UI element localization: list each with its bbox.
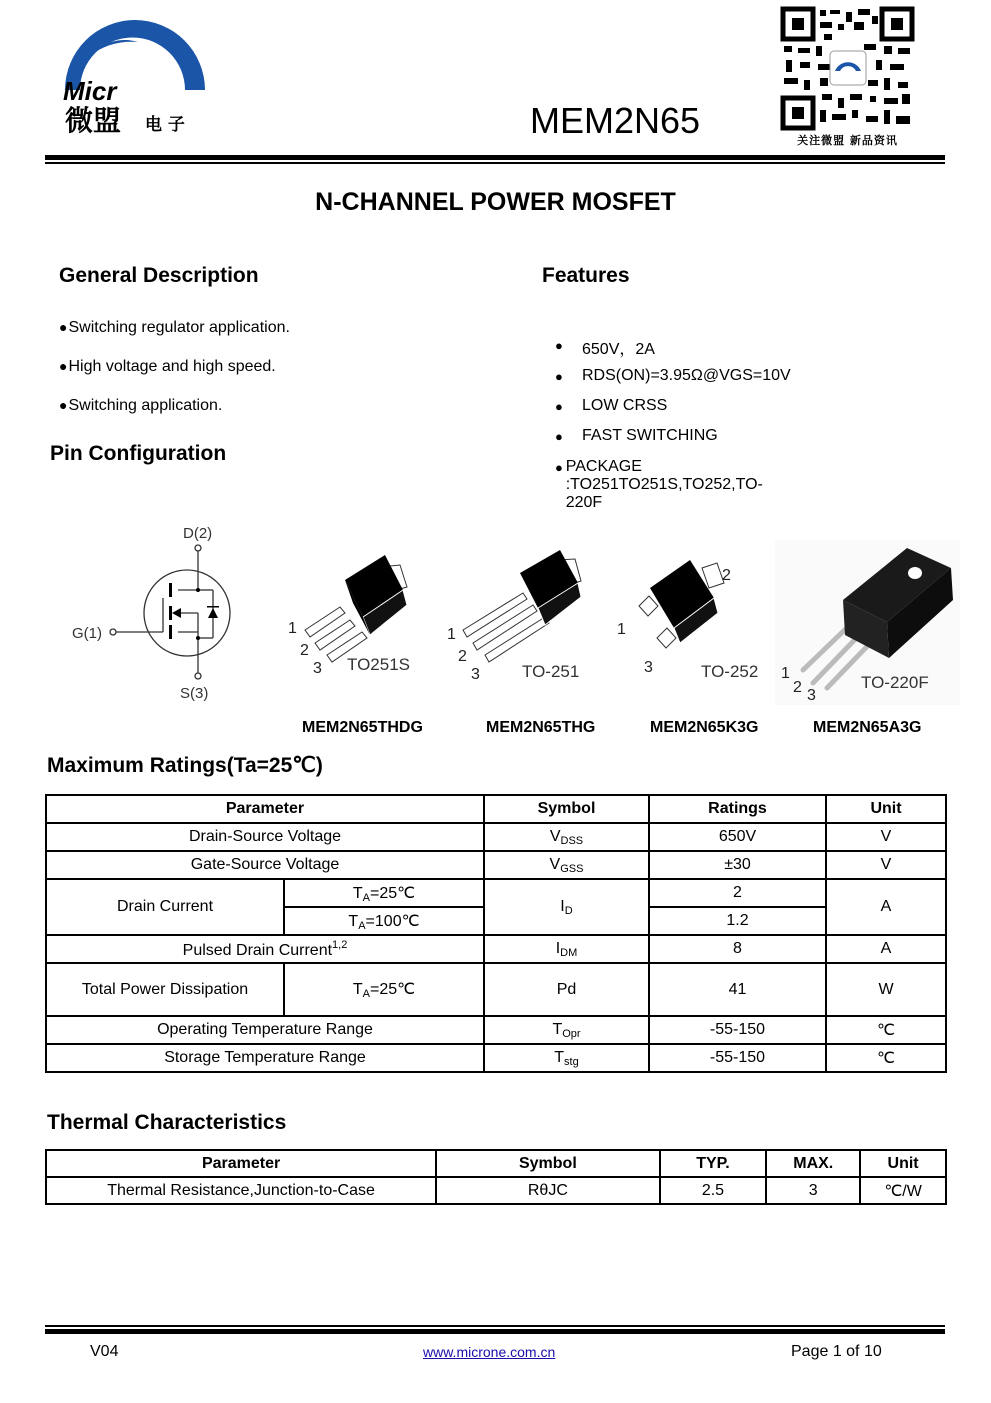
- svg-text:S(3): S(3): [180, 685, 209, 702]
- package-to251s-image: [285, 545, 425, 685]
- list-item: ● 650V，2A: [555, 336, 791, 367]
- package-to252-image: [612, 548, 762, 688]
- qr-caption: 关注微盟 新品资讯: [797, 134, 898, 147]
- svg-text:3: 3: [644, 659, 653, 676]
- svg-text:2: 2: [793, 679, 802, 696]
- package-part-number: MEM2N65K3G: [650, 719, 759, 736]
- svg-text:3: 3: [313, 660, 322, 677]
- svg-text:微盟: 微盟: [65, 104, 122, 137]
- pin-configuration-heading: Pin Configuration: [50, 442, 227, 465]
- table-row: Gate-Source Voltage $V_{GSS}$ ±30 V: [46, 851, 946, 879]
- bullet-icon: ●: [555, 429, 563, 444]
- svg-text:电 子: 电 子: [145, 115, 185, 135]
- bullet-icon: ●: [555, 338, 563, 353]
- svg-text:D(2): D(2): [183, 525, 213, 542]
- page-indicator: Page 1 of 10: [791, 1343, 882, 1360]
- general-description-heading: General Description: [59, 264, 259, 287]
- to251-package-icon: [445, 545, 595, 685]
- svg-text:TO251S: TO251S: [347, 655, 411, 674]
- bullet-icon: ●: [555, 460, 563, 475]
- table-row: Drain-Source Voltage $V_{DSS}$ 650V V: [46, 823, 946, 851]
- to252-package-icon: [612, 548, 762, 688]
- footer-rule-thick: [45, 1329, 945, 1334]
- list-item: ● Switching regulator application.: [59, 319, 290, 358]
- to220f-package-icon: [775, 540, 960, 705]
- svg-text:TO-252: TO-252: [701, 662, 759, 681]
- table-row: Drain Current $T_A=25℃$ $I_D$ 2 A: [46, 879, 946, 907]
- table-row: Total Power Dissipation $T_A=25℃$ Pd 41 W: [46, 963, 946, 1016]
- package-part-number: MEM2N65A3G: [813, 719, 922, 736]
- svg-text:G(1): G(1): [72, 625, 102, 642]
- maximum-ratings-table: [45, 794, 947, 1073]
- qr-code-icon: [780, 6, 915, 131]
- svg-text:TO-220F: TO-220F: [861, 673, 929, 692]
- svg-text:1: 1: [288, 620, 297, 637]
- list-item: ● High voltage and high speed.: [59, 358, 290, 397]
- table-row: Thermal Resistance,Junction-to-Case RθJC 2.5 3 ℃/W: [46, 1177, 946, 1204]
- list-item: ● RDS(ON)=3.95Ω@VGS=10V: [555, 367, 791, 397]
- document-version: V04: [90, 1343, 119, 1360]
- svg-text:TO-251: TO-251: [522, 662, 580, 681]
- bullet-icon: ●: [555, 399, 563, 414]
- table-row: $T_A=100℃$ 1.2: [46, 907, 946, 935]
- general-description-list: [59, 319, 290, 436]
- list-item: ● FAST SWITCHING: [555, 427, 791, 458]
- list-item: ● Switching application.: [59, 397, 290, 436]
- thermal-characteristics-heading: Thermal Characteristics: [47, 1111, 287, 1134]
- package-part-number: MEM2N65THDG: [302, 719, 423, 736]
- svg-text:3: 3: [471, 666, 480, 683]
- svg-text:2: 2: [458, 648, 467, 665]
- list-item: ● PACKAGE :TO251TO251S,TO252,TO-220F: [555, 458, 763, 511]
- features-heading: Features: [542, 264, 630, 287]
- company-logo: [60, 12, 210, 137]
- bullet-icon: ●: [555, 369, 563, 384]
- footer-rule-thin: [45, 1325, 945, 1327]
- svg-text:3: 3: [807, 687, 816, 704]
- list-item: ● LOW CRSS: [555, 397, 791, 427]
- to251s-package-icon: [285, 545, 425, 685]
- svg-text:2: 2: [300, 642, 309, 659]
- microne-logo-icon: [60, 12, 210, 137]
- qr-code: [780, 6, 915, 131]
- package-to251-image: [445, 545, 595, 685]
- table-header-row: Parameter Symbol Ratings Unit: [46, 795, 946, 823]
- table-row: Operating Temperature Range $T_{Opr}$ -55-150 ℃: [46, 1016, 946, 1044]
- table-row: Pulsed Drain Current$^{1,2}$ $I_{DM}$ 8 A: [46, 935, 946, 963]
- table-header-row: Parameter Symbol TYP. MAX. Unit: [46, 1150, 946, 1177]
- svg-text:1: 1: [447, 626, 456, 643]
- svg-text:2: 2: [722, 567, 731, 584]
- header-rule-thin: [45, 162, 945, 164]
- package-to220f-image: [775, 540, 960, 705]
- svg-text:1: 1: [781, 665, 790, 682]
- website-link[interactable]: www.microne.com.cn: [423, 1344, 556, 1360]
- package-part-number: MEM2N65THG: [486, 719, 596, 736]
- features-list: [555, 336, 791, 511]
- part-number-title: MEM2N65: [530, 100, 701, 141]
- svg-text:One: One: [130, 76, 181, 106]
- mosfet-schematic: [65, 520, 245, 705]
- header-rule-thick: [45, 155, 945, 160]
- svg-text:Micr: Micr: [63, 76, 117, 106]
- table-row: Storage Temperature Range $T_{stg}$ -55-150 ℃: [46, 1044, 946, 1072]
- svg-text:1: 1: [617, 621, 626, 638]
- document-title: N-CHANNEL POWER MOSFET: [315, 188, 676, 216]
- thermal-characteristics-table: [45, 1149, 947, 1205]
- maximum-ratings-heading: Maximum Ratings(Ta=25℃): [47, 754, 323, 777]
- n-channel-mosfet-symbol-icon: [65, 520, 245, 705]
